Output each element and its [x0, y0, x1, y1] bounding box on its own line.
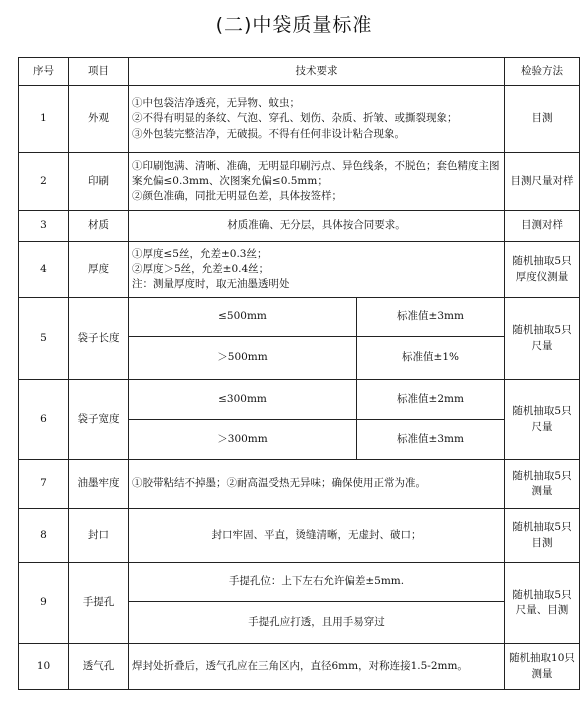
condition-cell: ＞300mm — [129, 420, 357, 460]
seq-cell: 4 — [19, 242, 69, 298]
table-row — [19, 509, 580, 563]
table-row — [19, 211, 580, 242]
method-cell: 目测对样 — [505, 211, 580, 242]
seq-cell: 3 — [19, 211, 69, 242]
item-cell: 外观 — [69, 86, 129, 153]
requirement-cell — [129, 153, 505, 211]
table-header-row — [19, 58, 580, 86]
table-row — [19, 644, 580, 690]
method-cell: 随机抽取10只测量 — [505, 644, 580, 690]
requirement-line: 注：测量厚度时，取无油墨透明处 — [132, 278, 290, 291]
header-item: 项目 — [69, 58, 129, 86]
item-cell: 封口 — [69, 509, 129, 563]
header-seq: 序号 — [19, 58, 69, 86]
page-title: (二)中袋质量标准 — [215, 14, 373, 36]
item-cell: 材质 — [69, 211, 129, 242]
method-cell: 随机抽取5只尺量 — [505, 380, 580, 460]
method-cell: 随机抽取5只尺量、目测 — [505, 563, 580, 644]
standard-cell: 标准值±2mm — [357, 380, 505, 420]
seq-cell: 10 — [19, 644, 69, 690]
condition-cell: ≤300mm — [129, 380, 357, 420]
requirement-line: ②不得有明显的条纹、气泡、穿孔、划伤、杂质、折皱、或撕裂现象； — [132, 112, 458, 125]
item-cell: 袋子宽度 — [69, 380, 129, 460]
item-cell: 厚度 — [69, 242, 129, 298]
method-cell: 随机抽取5只尺量 — [505, 298, 580, 380]
item-cell: 印刷 — [69, 153, 129, 211]
requirement-line: ②颜色准确，同批无明显色差，具体按签样； — [132, 190, 342, 203]
table-row — [19, 242, 580, 298]
method-cell: 随机抽取5只测量 — [505, 460, 580, 509]
method-cell: 目测 — [505, 86, 580, 153]
requirement-cell: 封口牢固、平直，烫缝清晰，无虚封、破口； — [129, 509, 505, 563]
requirement-cell: 焊封处折叠后，透气孔应在三角区内，直径6mm，对称连接1.5-2mm。 — [129, 644, 505, 690]
standard-cell: 标准值±3mm — [357, 298, 505, 337]
requirement-cell — [129, 86, 505, 153]
quality-standard-table — [18, 57, 580, 690]
standard-cell: 标准值±1% — [357, 337, 505, 380]
requirement-line: ③外包装完整洁净，无破损。不得有任何非设计粘合现象。 — [132, 127, 405, 140]
method-cell: 随机抽取5只目测 — [505, 509, 580, 563]
table-row — [19, 460, 580, 509]
seq-cell: 8 — [19, 509, 69, 563]
table-row — [19, 380, 580, 420]
table-row — [19, 86, 580, 153]
method-cell: 目测尺量对样 — [505, 153, 580, 211]
item-cell: 袋子长度 — [69, 298, 129, 380]
requirement-line: ②厚度＞5丝，允差±0.4丝； — [132, 262, 270, 275]
requirement-line: ①厚度≤5丝，允差±0.3丝； — [132, 247, 268, 260]
header-requirement: 技术要求 — [129, 58, 505, 86]
requirement-cell — [129, 242, 505, 298]
requirement-cell: 手提孔位：上下左右允许偏差±5mm. — [129, 563, 505, 602]
requirement-line: ①印刷饱满、清晰、准确，无明显印刷污点、异色线条，不脱色；套色精度主图案允偏≤0.3mm、次图案允偏≤0.5mm； — [132, 159, 500, 187]
seq-cell: 7 — [19, 460, 69, 509]
requirement-cell: 材质准确、无分层，具体按合同要求。 — [129, 211, 505, 242]
table-row — [19, 298, 580, 337]
condition-cell: ≤500mm — [129, 298, 357, 337]
seq-cell: 1 — [19, 86, 69, 153]
seq-cell: 6 — [19, 380, 69, 460]
item-cell: 油墨牢度 — [69, 460, 129, 509]
table-row — [19, 153, 580, 211]
item-cell: 手提孔 — [69, 563, 129, 644]
seq-cell: 9 — [19, 563, 69, 644]
item-cell: 透气孔 — [69, 644, 129, 690]
standard-cell: 标准值±3mm — [357, 420, 505, 460]
requirement-line: ①中包袋洁净透亮，无异物、蚊虫； — [132, 97, 300, 110]
condition-cell: ＞500mm — [129, 337, 357, 380]
requirement-cell: ①胶带粘结不掉墨；②耐高温受热无异味；确保使用正常为准。 — [129, 460, 505, 509]
table-row — [19, 563, 580, 602]
seq-cell: 5 — [19, 298, 69, 380]
header-method: 检验方法 — [505, 58, 580, 86]
seq-cell: 2 — [19, 153, 69, 211]
requirement-cell: 手提孔应打透，且用手易穿过 — [129, 602, 505, 644]
method-cell: 随机抽取5只厚度仪测量 — [505, 242, 580, 298]
